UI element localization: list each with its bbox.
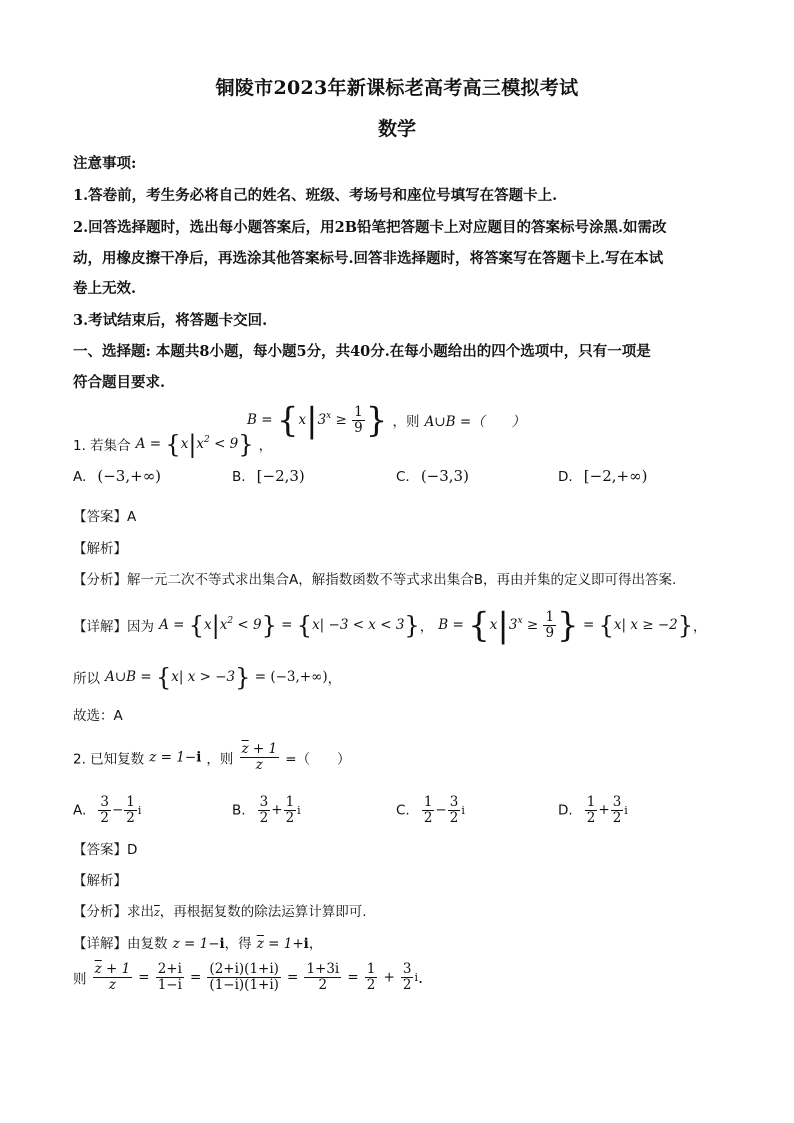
q1-stem: [73, 430, 272, 458]
notice-item-3: 3.考试结束后，将答题卡交回.: [73, 312, 268, 329]
notice-item-1: 1.答卷前，考生务必将自己的姓名、班级、考场号和座位号填写在答题卡上.: [73, 187, 558, 204]
q2-expr: $\frac{\overline{z} + 1}{z}$: [241, 741, 278, 773]
notice-item-2: 2.回答选择题时，选出每小题答案后，用2B铅笔把答题卡上对应题目的答案标号涂黑.如需改: [73, 219, 667, 236]
q1-xiangjie-a: $A = \{x|x^2 < 9\} = \{x| -3 < x < 3\}$: [159, 611, 420, 639]
q2-z-def: z = 1−i: [149, 749, 202, 766]
q2-fenxi: 【分析】求出$\overline{z}$，再根据复数的除法运算计算即可.: [73, 904, 367, 920]
notice-item-2-cont: 动，用橡皮擦干净后，再选涂其他答案标号.回答非选择题时，将答案写在答题卡上.写在本试: [73, 250, 664, 267]
q1-set-b: $B = \{x|3^x$ ≥ $\frac{1}{9}$ } ，则 A∪B =（ ）: [247, 400, 526, 440]
q1-jiexi: 【解析】: [73, 541, 127, 557]
q2-option-c: C. $\frac{1}{2}$ − $\frac{3}{2}$ i: [396, 794, 465, 826]
notice-item-2-end: 卷上无效.: [73, 280, 137, 297]
q1-xiangjie-b: $B = \{x|3^x$ ≥ $\frac{1}{9}$ } = {x| x ≥ −2}: [438, 605, 694, 645]
notice-heading: 注意事项:: [73, 155, 137, 172]
q2-zbar-symbol: $\overline{z}$: [154, 906, 160, 919]
page-subject: 数学: [377, 118, 416, 140]
q1-answer: 【答案】A: [73, 509, 137, 525]
q2-xiangjie: 【详解】由复数 z = 1−i，得 $\overline{z} = 1+i$，: [73, 936, 323, 952]
q2-option-b: B. $\frac{3}{2}$ + $\frac{1}{2}$ i: [232, 794, 301, 826]
q1-fenxi: 【分析】解一元二次不等式求出集合A，解指数函数不等式求出集合B，再由并集的定义即可得出答案.: [73, 572, 677, 588]
q1-stem-mid: ，: [258, 438, 273, 454]
q1-suoyi: 所以 A∪B = {x| x > −3} = (−3,+∞)，: [73, 663, 342, 691]
q2-stem: 2. 已知复数 z = 1−i ，则 $\frac{\overline{z} + 1}{z}$ =（ ）: [73, 741, 351, 773]
q2-option-d: D. $\frac{1}{2}$ + $\frac{3}{2}$ i: [558, 794, 628, 826]
q2-final-derivation: 则 $\frac{\overline{z} + 1}{z}$ = $\frac{2+i}{1-i}$ = $\frac{(2+i)(1+i)}{(1-i)(1+i)}$ = $\frac{1+3i}{2}$ = $\frac{1}{2}$ + $\frac{3}{2}$ i.: [73, 961, 424, 993]
q1-stem-suffix: ，则: [392, 414, 420, 430]
q1-option-b: B. [−2,3): [232, 467, 305, 485]
q1-union-result: A∪B = {x| x > −3} = (−3,+∞): [105, 663, 328, 691]
q1-option-a: A. (−3,+∞): [73, 467, 162, 485]
q1-guxuan: 故选：A: [73, 708, 123, 724]
q2-answer: 【答案】D: [73, 842, 138, 858]
q2-jiexi: 【解析】: [73, 873, 127, 889]
page-title: 铜陵市2023年新课标老高考高三模拟考试: [215, 77, 579, 99]
section-header-cont: 符合题目要求.: [73, 374, 166, 391]
section-header: 一、选择题: 本题共8小题，每小题5分，共40分.在每小题给出的四个选项中，只有一项是: [73, 343, 651, 360]
q1-xiangjie: 【详解】因为 $A = \{x|x^2 < 9\} = \{x| -3 < x < 3\}$， $B = \{x|3^x$ ≥ $\frac{1}{9}$ } = {x| x ≥ −2}，: [73, 605, 707, 645]
q1-set-a: $A = \{x|x^2 < 9\}$: [135, 430, 254, 458]
q2-option-a: A. $\frac{3}{2}$ − $\frac{1}{2}$ i: [73, 794, 142, 826]
q1-stem-prefix: 1. 若集合: [73, 438, 131, 454]
q1-ask: A∪B =（ ）: [424, 414, 526, 430]
q1-option-d: D. [−2,+∞): [558, 467, 648, 485]
q1-option-c: C. (−3,3): [396, 467, 469, 485]
